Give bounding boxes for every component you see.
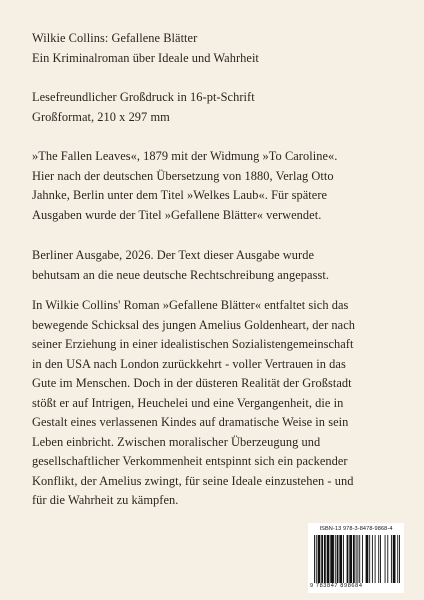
barcode-bar [327,535,330,583]
barcode-bar [369,535,370,583]
edition-line: »The Fallen Leaves«, 1879 mit der Widmung »To Caroline«. [32,149,338,163]
barcode-bar [335,535,336,583]
barcode-bar [330,535,334,583]
blurb-line: für die Wahrheit zu kämpfen. [32,493,179,507]
barcode-bar [372,535,373,583]
blurb-line: Konflikt, der Amelius zwingt, für seine Ideale einzustehen - und [32,473,354,488]
barcode-bar [391,535,392,583]
isbn-barcode [308,523,404,593]
blurb-line: stößt er auf Intrigen, Heuchelei und eine Vergangenheit, die in [32,395,344,410]
publication-line: Berliner Ausgabe, 2026. Der Text dieser Ausgabe wurde [32,248,314,262]
blurb-line: bewegende Schicksal des jungen Amelius Goldenheart, der nach [32,317,355,332]
barcode-bar [362,535,363,583]
paper-format-note: Großformat, 210 x 297 mm [32,109,170,124]
publication-line: behutsam an die neue deutsche Rechtschreibung angepasst. [32,267,329,282]
blurb-line: Leben einbricht. Zwischen moralischer Überzeugung und [32,434,321,449]
barcode-bar [380,535,381,583]
barcode-bar [356,535,357,583]
barcode-bar [399,535,400,583]
publication-note [32,246,400,285]
blurb-line: Gute im Menschen. Doch in der düsteren Realität der Großstadt [32,376,352,390]
edition-note [32,147,400,225]
isbn-label: ISBN-13 978-3-8478-9868-4 [319,526,393,532]
edition-line: Hier nach der deutschen Übersetzung von 1880, Verlag Otto [32,168,334,183]
barcode-bar [397,535,398,583]
barcode-bar [316,535,317,583]
barcode-bar [339,535,342,583]
blurb-line: gesellschaftlicher Verkommenheit entspinnt sich ein packender [32,454,348,468]
barcode-bar [359,535,360,583]
barcode-bars [314,535,400,583]
barcode-bar [378,535,379,583]
book-title: Wilkie Collins: Gefallene Blätter [32,31,198,45]
barcode-bar [349,535,352,583]
barcode-bar [337,535,339,583]
barcode-bar [366,535,369,583]
title-block [32,29,400,68]
barcode-bar [353,535,355,583]
barcode-bar [385,535,386,583]
blurb-line: in den USA nach London zurückkehrt - voller Vertrauen in das [32,356,346,371]
format-block [32,88,400,127]
book-subtitle: Ein Kriminalroman über Ideale und Wahrheit [32,50,259,65]
edition-line: Ausgaben wurde der Titel »Gefallene Blätter« verwendet. [32,207,322,222]
print-size-note: Lesefreundlicher Großdruck in 16-pt-Schrift [32,90,255,104]
blurb-line: seiner Erziehung in einer idealistischen Sozialistengemeinschaft [32,337,354,351]
barcode-bar [343,535,344,583]
barcode-bar [357,535,358,583]
blurb [32,296,400,511]
blurb-line: Gestalt eines verlassenen Kindes auf dramatische Weise in sein [32,415,349,429]
barcode-digits: 9 783847 898684 [310,583,363,589]
barcode-bar [347,535,349,583]
barcode-bar [321,535,323,583]
barcode-bar [387,535,388,583]
edition-line: Jahnke, Berlin unter dem Titel »Welkes Laub«. Für spätere [32,188,328,202]
barcode-bar [324,535,326,583]
barcode-bar [318,535,321,583]
blurb-line: In Wilkie Collins' Roman »Gefallene Blätter« entfaltet sich das [32,298,349,312]
barcode-bar [314,535,315,583]
barcode-bar [375,535,376,583]
barcode-bar [393,535,396,583]
